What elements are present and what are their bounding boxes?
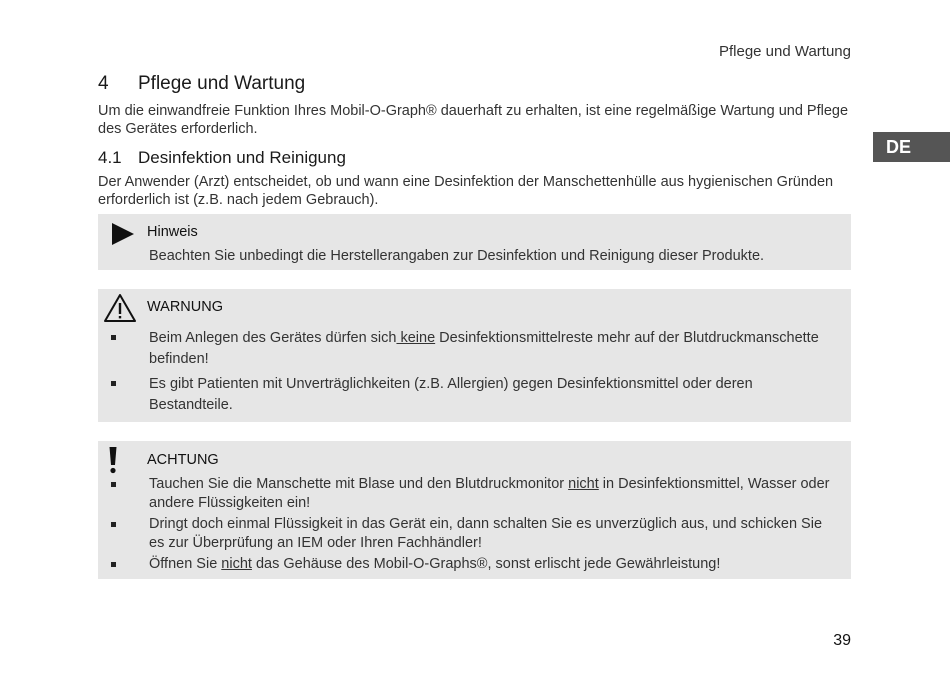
warning-item: Beim Anlegen des Gerätes dürfen sich keine Desinfektionsmittelreste mehr auf der Blutdruckmanschette befinden! [98,328,839,370]
subsection-number: 4.1 [98,148,122,167]
bullet-mark [111,482,116,487]
language-tab: DE [873,132,950,162]
subsection-text: Der Anwender (Arzt) entscheidet, ob und wann eine Desinfektion der Manschettenhülle aus hygienischen Gründen erforderlich ist (z.B. nach jedem Gebrauch). [98,174,834,208]
running-header: Pflege und Wartung [718,43,851,60]
warning-item: Es gibt Patienten mit Unverträglichkeiten (z.B. Allergien) gegen Desinfektionsmittel oder deren Bestandteile. [98,374,839,416]
bullet-mark [111,381,116,386]
subsection-heading [98,148,346,168]
warning-list [98,328,851,420]
caution-list [98,475,851,577]
caution-item: Tauchen Sie die Manschette mit Blase und den Blutdruckmonitor nicht in Desinfektionsmittel, Wasser oder andere Flüssigkeiten ein! [98,475,839,512]
caution-box [98,441,851,579]
note-box [98,214,851,270]
subsection-title: Desinfektion und Reinigung [138,148,346,167]
caution-item: Dringt doch einmal Flüssigkeit in das Gerät ein, dann schalten Sie es unverzüglich aus, und schicken Sie es zur Überprüfung an IEM oder Ihren Fachhändler! [98,515,839,552]
section-number: 4 [98,73,109,94]
page-number: 39 [833,632,851,649]
section-title: Pflege und Wartung [138,73,306,94]
warning-box [98,289,851,422]
bullet-mark [111,335,116,340]
exclamation-icon [106,446,120,474]
play-triangle-icon [110,221,136,247]
warning-triangle-icon [103,293,137,323]
bullet-mark [111,562,116,567]
warning-title: WARNUNG [147,299,223,315]
section-intro: Um die einwandfreie Funktion Ihres Mobil-O-Graph® dauerhaft zu erhalten, ist eine regelmäßige Wartung und Pflege des Gerätes erforderlich. [98,103,849,137]
bullet-mark [111,522,116,527]
note-title: Hinweis [147,224,198,240]
note-text: Beachten Sie unbedingt die Herstellerangaben zur Desinfektion und Reinigung dieser Produkte. [149,248,765,264]
section-heading [98,73,305,95]
caution-item: Öffnen Sie nicht das Gehäuse des Mobil-O-Graphs®, sonst erlischt jede Gewährleistung! [98,555,839,574]
caution-title: ACHTUNG [147,452,219,468]
